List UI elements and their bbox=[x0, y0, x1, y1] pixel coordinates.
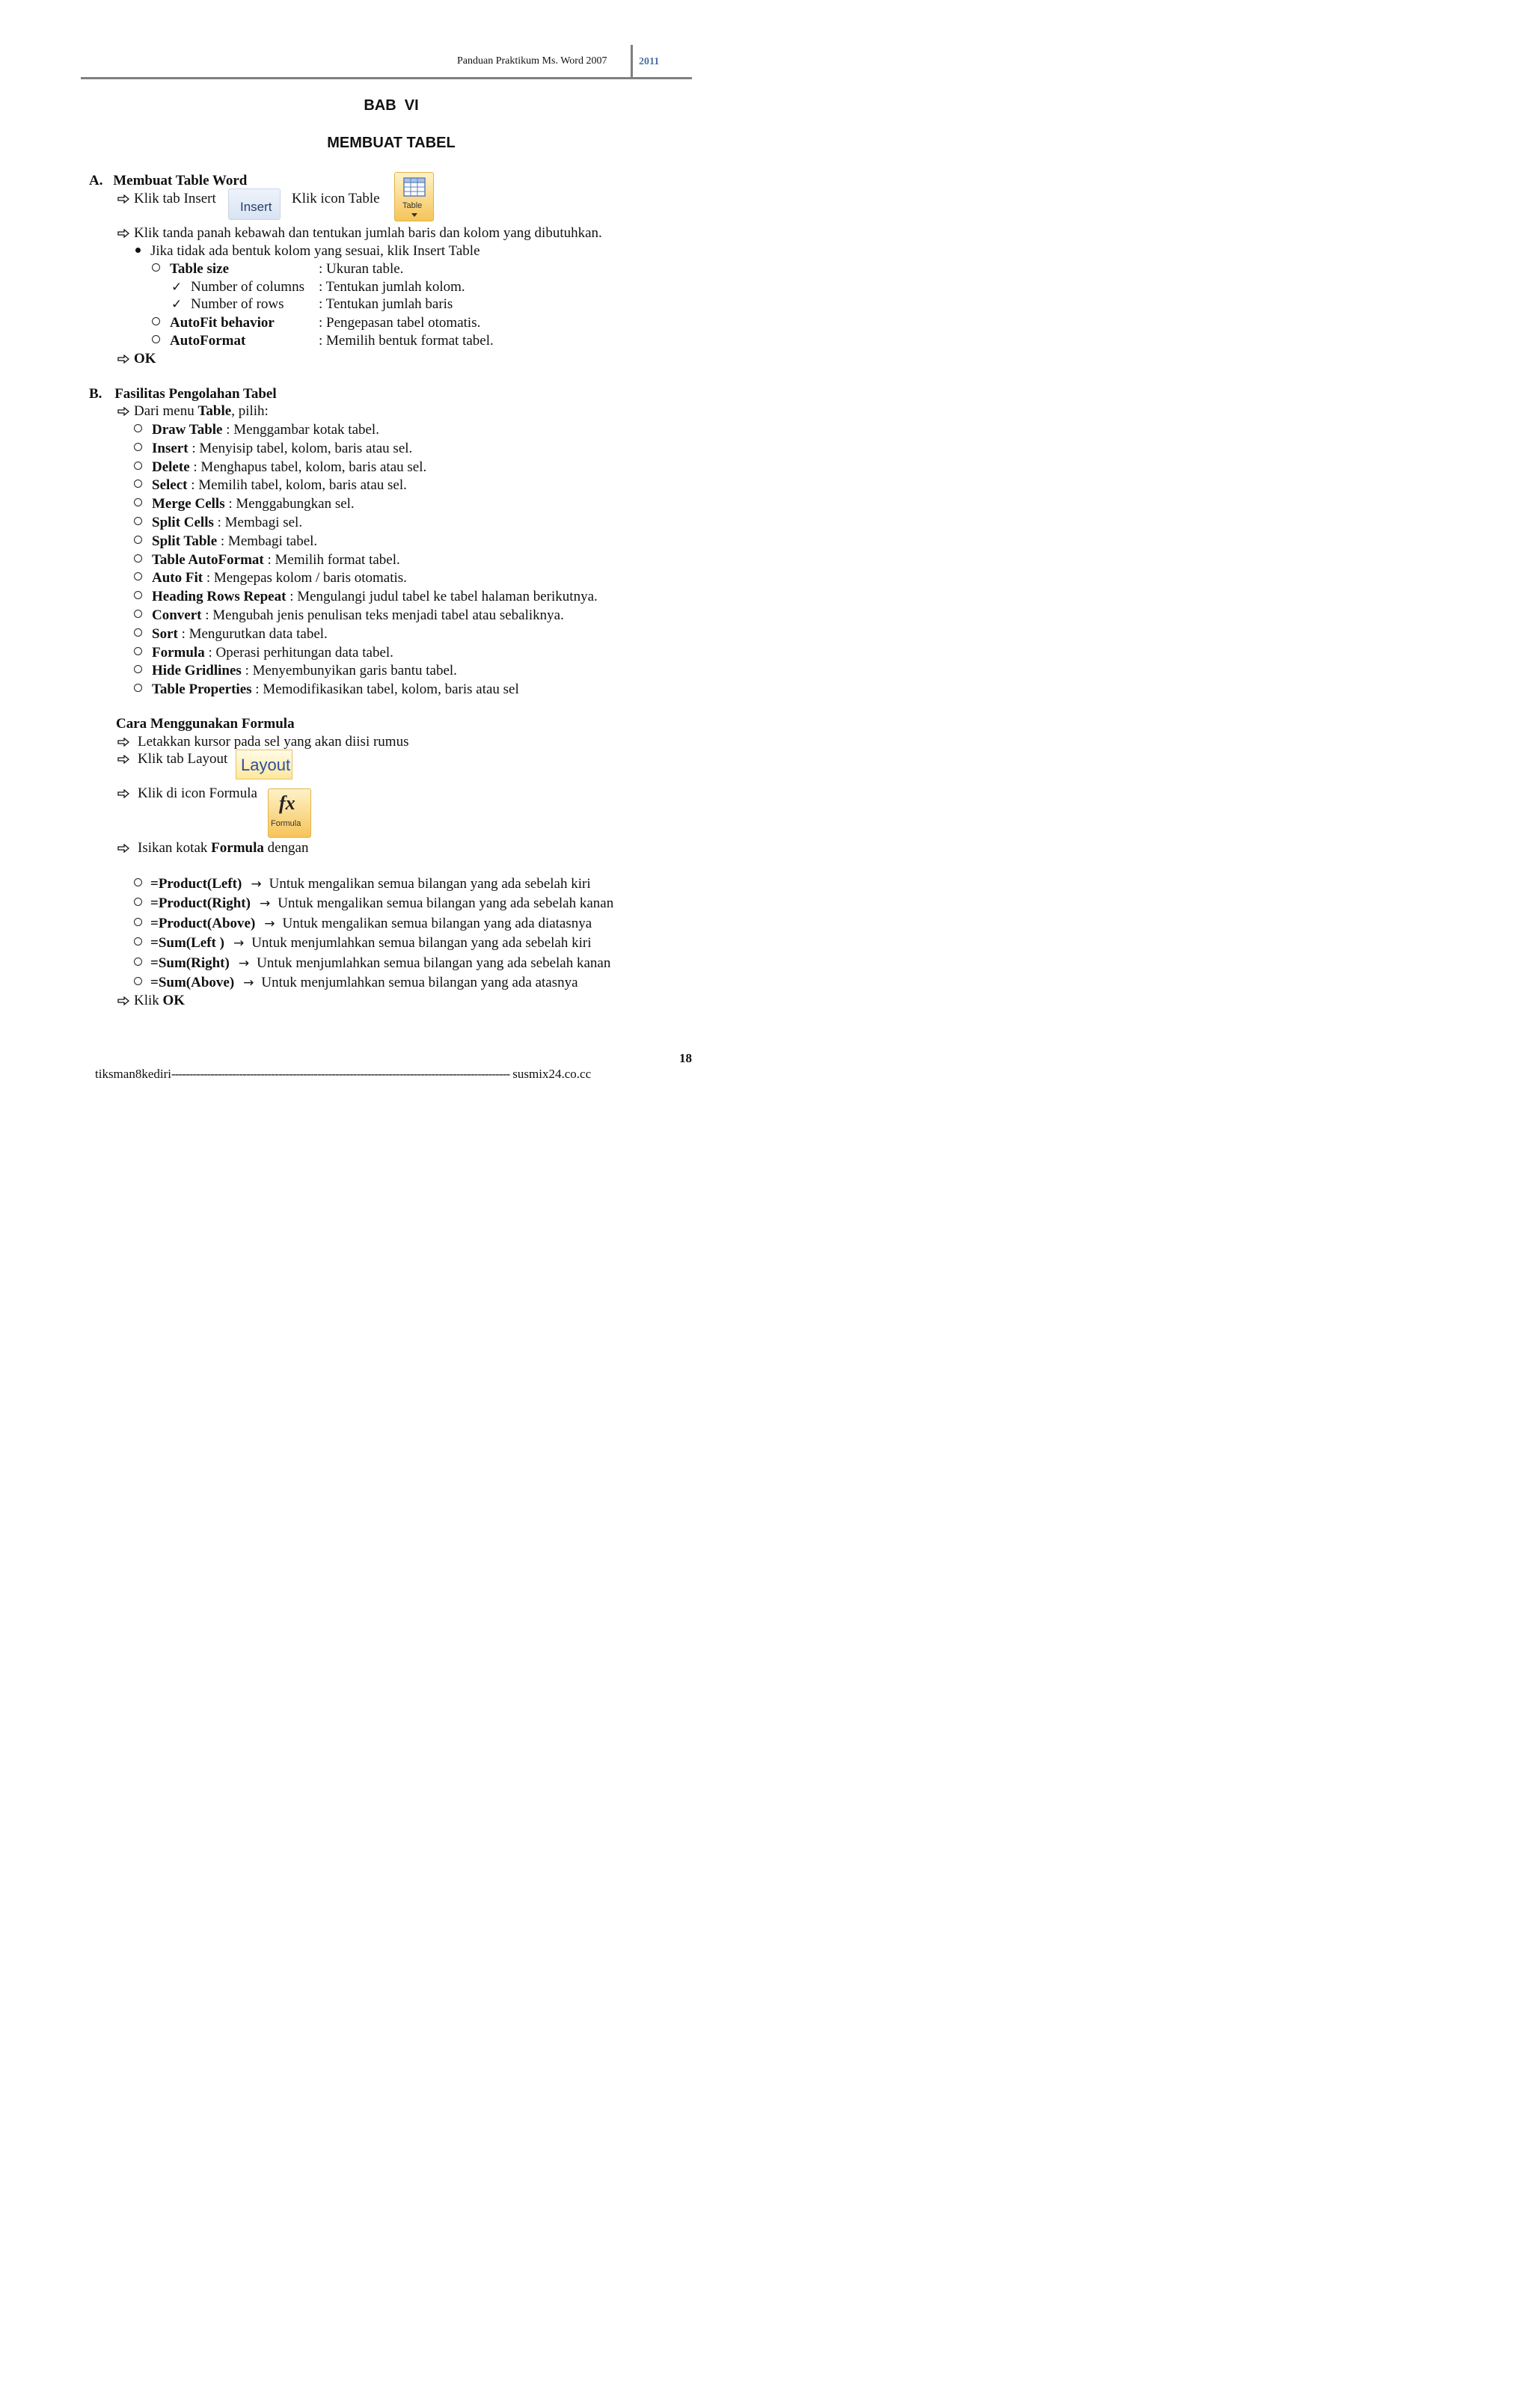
circle-bullet-icon bbox=[134, 536, 142, 544]
item-name: Merge Cells bbox=[152, 496, 225, 512]
formula-step-1 bbox=[117, 733, 408, 751]
formula-function: =Sum(Left ) bbox=[150, 935, 224, 951]
formula-step-1-text: Letakkan kursor pada sel yang akan diisi rumus bbox=[138, 734, 409, 750]
circle-bullet-icon bbox=[134, 554, 142, 563]
arrow-icon: → bbox=[243, 975, 254, 990]
section-b-letter: B. bbox=[89, 386, 102, 402]
formula-description: Untuk mengalikan semua bilangan yang ada sebelah kanan bbox=[278, 895, 614, 911]
item-desc: : Mengurutkan data tabel. bbox=[177, 626, 328, 642]
arrow-icon: → bbox=[238, 956, 250, 971]
arrow-icon: → bbox=[264, 916, 275, 931]
section-b-title: Fasilitas Pengolahan Tabel bbox=[114, 386, 277, 402]
formula-description: Untuk menjumlahkan semua bilangan yang ada atasnya bbox=[261, 975, 578, 990]
footer-right: susmix24.co.cc bbox=[512, 1067, 592, 1081]
option-name: Table size bbox=[170, 261, 229, 277]
final-bold: OK bbox=[162, 993, 186, 1008]
item-desc: : Menghapus tabel, kolom, baris atau sel. bbox=[189, 459, 427, 475]
formula-function: =Sum(Above) bbox=[150, 975, 235, 990]
step-2-text: Klik tanda panah kebawah dan tentukan jumlah baris dan kolom yang dibutuhkan. bbox=[134, 225, 602, 241]
formula-final-step bbox=[117, 992, 185, 1010]
list-item bbox=[134, 477, 407, 494]
arrow-icon: → bbox=[233, 936, 245, 951]
arrow-right-icon bbox=[117, 738, 129, 747]
item-name: Select bbox=[152, 477, 188, 493]
list-item bbox=[134, 974, 578, 992]
formula-step-2-text: Klik tab Layout bbox=[138, 751, 228, 767]
insert-tab-label: Insert bbox=[240, 200, 272, 214]
option-desc: : Pengepasan tabel otomatis. bbox=[319, 315, 481, 331]
item-desc: : Menggabungkan sel. bbox=[224, 496, 355, 512]
table-grid-icon bbox=[403, 177, 426, 197]
item-name: Table Properties bbox=[152, 681, 252, 697]
list-item bbox=[134, 895, 613, 913]
formula-description: Untuk menjumlahkan semua bilangan yang ada sebelah kanan bbox=[257, 955, 611, 971]
list-item bbox=[134, 625, 328, 643]
item-desc: : Menyembunyikan garis bantu tabel. bbox=[241, 663, 457, 678]
arrow-right-icon bbox=[117, 755, 129, 764]
item-name: Sort bbox=[152, 626, 178, 642]
list-item bbox=[134, 551, 400, 569]
option-desc: : Tentukan jumlah kolom. bbox=[319, 279, 465, 295]
formula-description: Untuk mengalikan semua bilangan yang ada sebelah kiri bbox=[269, 876, 591, 892]
circle-bullet-icon bbox=[152, 335, 160, 343]
item-name: Draw Table bbox=[152, 422, 223, 438]
chapter-title: MEMBUAT TABEL bbox=[327, 135, 456, 151]
list-item bbox=[134, 569, 407, 587]
list-item bbox=[134, 875, 591, 893]
section-a-letter: A. bbox=[89, 173, 103, 189]
circle-bullet-icon bbox=[134, 684, 142, 692]
step-4-pre: Isikan kotak bbox=[138, 840, 212, 856]
item-desc: : Mengepas kolom / baris otomatis. bbox=[203, 570, 407, 586]
formula-heading: Cara Menggunakan Formula bbox=[116, 716, 295, 732]
formula-function: =Product(Left) bbox=[150, 876, 242, 892]
list-item bbox=[134, 459, 426, 477]
section-a-heading bbox=[89, 172, 247, 190]
circle-bullet-icon bbox=[134, 958, 142, 966]
list-item bbox=[134, 934, 592, 952]
item-desc: : Mengulangi judul tabel ke tabel halaman berikutnya. bbox=[286, 589, 598, 604]
item-desc: : Membagi tabel. bbox=[217, 533, 318, 549]
circle-bullet-icon bbox=[134, 665, 142, 673]
item-name: Auto Fit bbox=[152, 570, 203, 586]
item-name: Delete bbox=[152, 459, 190, 475]
circle-bullet-icon bbox=[134, 898, 142, 906]
fx-icon: fx bbox=[279, 792, 295, 814]
bullet-dot-icon bbox=[135, 248, 141, 253]
item-desc: : Membagi sel. bbox=[213, 515, 303, 530]
ok-text: OK bbox=[134, 351, 156, 367]
item-name: Split Table bbox=[152, 533, 218, 549]
arrow-icon: → bbox=[251, 877, 262, 892]
option-number-of-columns bbox=[171, 278, 304, 296]
item-desc: : Menggambar kotak tabel. bbox=[222, 422, 379, 438]
insert-tab-button[interactable] bbox=[228, 189, 281, 220]
layout-tab-label: Layout bbox=[241, 756, 291, 774]
circle-bullet-icon bbox=[134, 572, 142, 580]
option-autofit-behavior bbox=[152, 314, 275, 332]
formula-function: =Sum(Right) bbox=[150, 955, 230, 971]
arrow-icon: → bbox=[259, 896, 271, 911]
circle-bullet-icon bbox=[152, 263, 160, 272]
checkmark-icon: ✓ bbox=[171, 297, 183, 312]
header-rule bbox=[81, 77, 692, 79]
item-name: Formula bbox=[152, 645, 205, 661]
item-desc: : Operasi perhitungan data tabel. bbox=[204, 645, 393, 661]
item-desc: : Memilih format tabel. bbox=[263, 552, 400, 568]
arrow-right-icon bbox=[117, 355, 129, 364]
section-a-ok bbox=[117, 350, 156, 368]
list-item bbox=[134, 955, 610, 972]
list-item bbox=[134, 662, 457, 680]
circle-bullet-icon bbox=[134, 937, 142, 946]
table-icon-label: Table bbox=[402, 201, 423, 210]
list-item bbox=[134, 495, 355, 513]
formula-function: =Product(Right) bbox=[150, 895, 251, 911]
item-name: Table AutoFormat bbox=[152, 552, 264, 568]
section-a-title: Membuat Table Word bbox=[113, 173, 248, 189]
circle-bullet-icon bbox=[134, 462, 142, 470]
item-desc: : Memilih tabel, kolom, baris atau sel. bbox=[187, 477, 407, 493]
item-name: Convert bbox=[152, 607, 202, 623]
list-item bbox=[134, 681, 519, 699]
option-number-of-rows bbox=[171, 295, 284, 313]
item-name: Heading Rows Repeat bbox=[152, 589, 287, 604]
layout-tab-button[interactable] bbox=[236, 750, 292, 779]
option-table-size bbox=[152, 260, 229, 278]
option-desc: : Ukuran table. bbox=[319, 261, 404, 277]
footer-dashes: ----------------------------------------------------------------------------------------------- bbox=[171, 1067, 510, 1081]
step-4-bold: Formula bbox=[211, 840, 264, 856]
option-desc: : Memilih bentuk format tabel. bbox=[319, 333, 494, 349]
item-desc: : Memodifikasikan tabel, kolom, baris atau sel bbox=[251, 681, 519, 697]
circle-bullet-icon bbox=[134, 647, 142, 655]
list-item bbox=[134, 915, 592, 933]
formula-step-4 bbox=[117, 839, 309, 857]
checkmark-icon: ✓ bbox=[171, 280, 183, 295]
formula-description: Untuk mengalikan semua bilangan yang ada diatasnya bbox=[282, 916, 592, 931]
section-b-heading bbox=[89, 385, 277, 403]
circle-bullet-icon bbox=[134, 977, 142, 985]
formula-step-2 bbox=[117, 750, 227, 768]
option-name: AutoFormat bbox=[170, 333, 246, 349]
arrow-right-icon bbox=[117, 789, 129, 798]
option-autoformat bbox=[152, 332, 245, 350]
item-name: Split Cells bbox=[152, 515, 214, 530]
list-item bbox=[134, 421, 379, 439]
circle-bullet-icon bbox=[134, 443, 142, 451]
arrow-right-icon bbox=[117, 194, 129, 203]
list-item bbox=[134, 440, 412, 458]
dropdown-arrow-icon bbox=[411, 213, 417, 217]
chapter-number: BAB VI bbox=[364, 97, 419, 114]
section-a-step-1 bbox=[117, 190, 216, 208]
list-item bbox=[134, 588, 598, 606]
circle-bullet-icon bbox=[134, 610, 142, 618]
header-divider-vertical bbox=[631, 45, 633, 78]
header-doc-title: Panduan Praktikum Ms. Word 2007 bbox=[457, 55, 607, 67]
list-item bbox=[134, 644, 393, 662]
circle-bullet-icon bbox=[134, 918, 142, 926]
circle-bullet-icon bbox=[134, 480, 142, 488]
circle-bullet-icon bbox=[134, 628, 142, 637]
option-name: Number of columns bbox=[191, 279, 304, 295]
item-name: Insert bbox=[152, 441, 189, 456]
option-name: AutoFit behavior bbox=[170, 315, 275, 331]
list-item bbox=[134, 607, 564, 625]
circle-bullet-icon bbox=[152, 317, 160, 325]
item-desc: : Mengubah jenis penulisan teks menjadi tabel atau sebaliknya. bbox=[201, 607, 564, 623]
option-name: Number of rows bbox=[191, 296, 284, 312]
circle-bullet-icon bbox=[134, 878, 142, 886]
arrow-right-icon bbox=[117, 996, 129, 1005]
final-pre: Klik bbox=[134, 993, 163, 1008]
formula-icon-label: Formula bbox=[271, 819, 301, 828]
arrow-right-icon bbox=[117, 407, 129, 416]
bullet-text: Jika tidak ada bentuk kolom yang sesuai, klik Insert Table bbox=[150, 243, 480, 259]
footer-line bbox=[95, 1067, 693, 1082]
intro-bold: Table bbox=[197, 403, 232, 419]
header-year: 2011 bbox=[639, 56, 660, 67]
footer-left: tiksman8kediri bbox=[95, 1067, 171, 1081]
table-icon-button[interactable] bbox=[394, 172, 434, 221]
option-desc: : Tentukan jumlah baris bbox=[319, 296, 453, 312]
formula-icon-button[interactable] bbox=[268, 788, 311, 838]
item-name: Hide Gridlines bbox=[152, 663, 242, 678]
page-number: 18 bbox=[679, 1051, 692, 1065]
circle-bullet-icon bbox=[134, 424, 142, 432]
formula-description: Untuk menjumlahkan semua bilangan yang ada sebelah kiri bbox=[251, 935, 592, 951]
circle-bullet-icon bbox=[134, 517, 142, 525]
formula-step-3-text: Klik di icon Formula bbox=[138, 785, 257, 801]
step-4-post: dengan bbox=[263, 840, 309, 856]
formula-function: =Product(Above) bbox=[150, 916, 256, 931]
step-1-text: Klik tab Insert bbox=[134, 191, 216, 206]
step-1-text-2: Klik icon Table bbox=[292, 191, 380, 206]
intro-pre: Dari menu bbox=[134, 403, 198, 419]
formula-step-3 bbox=[117, 785, 257, 803]
intro-post: , pilih: bbox=[231, 403, 269, 419]
section-b-intro bbox=[117, 402, 269, 420]
section-a-bullet bbox=[135, 242, 480, 260]
circle-bullet-icon bbox=[134, 591, 142, 599]
circle-bullet-icon bbox=[134, 498, 142, 506]
list-item bbox=[134, 533, 317, 551]
item-desc: : Menyisip tabel, kolom, baris atau sel. bbox=[188, 441, 413, 456]
arrow-right-icon bbox=[117, 229, 129, 238]
arrow-right-icon bbox=[117, 844, 129, 853]
section-a-step-2 bbox=[117, 224, 602, 242]
list-item bbox=[134, 514, 302, 532]
